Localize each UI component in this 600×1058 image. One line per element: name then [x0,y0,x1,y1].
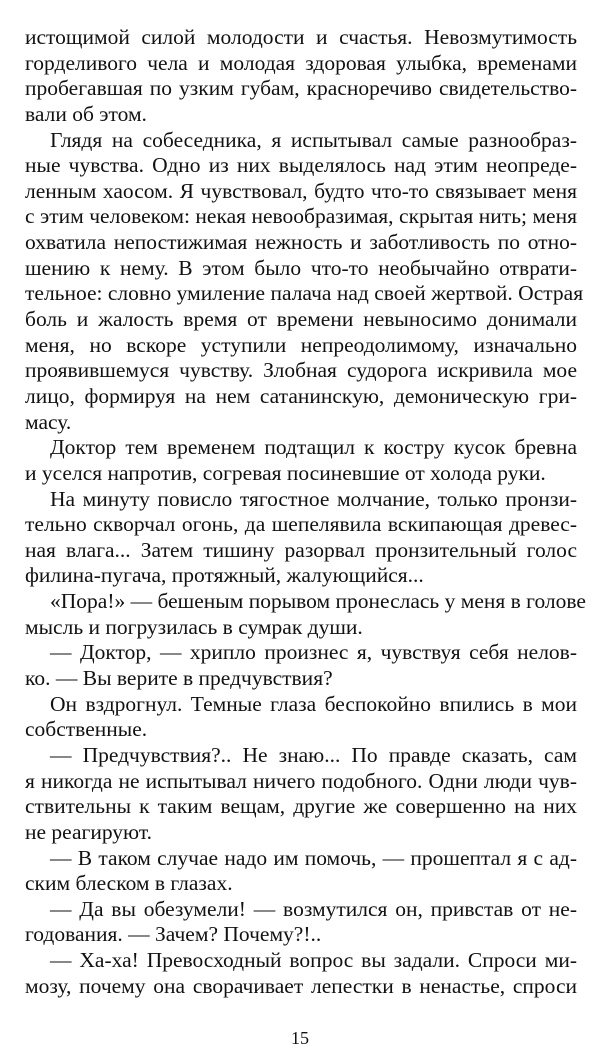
text-line: — Доктор, — хрипло произнес я, чувствуя себя нелов- [50,640,577,665]
text-line: ствительны к таким вещам, другие же совершенно на них [25,794,577,819]
text-line: ским блеском в глазах. [25,871,233,896]
text-line: ленным хаосом. Я чувствовал, будто что-то связывает меня [25,178,577,203]
text-line: филина-пугача, протяжный, жалующийся... [25,563,424,588]
text-line: горделивого чела и молодая здоровая улыбка, временами [25,50,577,75]
text-line: шению к нему. В этом было что-то необычайно отврати- [25,255,577,280]
text-line: собственные. [25,717,148,742]
text-line: проявившемуся чувству. Злобная судорога искривила мое [25,358,577,383]
text-line: годования. — Зачем? Почему?!.. [25,922,322,947]
page-number: 15 [291,1028,309,1048]
text-line: лицо, формируя на нем сатанинскую, демоническую гри- [25,383,577,408]
text-line: тельное: словно умиление палача над своей жертвой. Острая [25,281,584,306]
text-line: боль и жалость время от времени невыносимо донимали [25,307,577,332]
text-line: «Пора!» — бешеным порывом пронеслась у меня в голове [50,589,586,614]
text-line: — Предчувствия?.. Не знаю... По правде сказать, сам [50,742,577,767]
text-line: пробегавшая по узким губам, красноречиво свидетельство- [25,76,577,101]
text-line: ные чувства. Одно из них выделялось над этим неопреде- [25,153,577,178]
text-line: вали об этом. [25,101,147,126]
text-line: с этим человеком: некая невообразимая, скрытая нить; меня [25,204,577,229]
text-line: и уселся напротив, согревая посиневшие от холода руки. [25,460,546,485]
text-line: Он вздрогнул. Темные глаза беспокойно впились в мои [50,691,577,716]
text-line: ко. — Вы верите в предчувствия? [25,666,333,691]
text-line: — В таком случае надо им помочь, — прошептал я с ад- [50,845,577,870]
text-line: мысль и погрузилась в сумрак души. [25,614,363,639]
text-line: — Ха-ха! Превосходный вопрос вы задали. Спроси ми- [50,948,577,973]
text-line: тельно скворчал огонь, да шепелявила вскипающая древес- [25,512,577,537]
text-line: я никогда не испытывал ничего подобного. Одни люди чув- [25,768,577,793]
text-line: охватила непостижимая нежность и заботливость по отно- [25,230,577,255]
text-line: масу. [25,409,72,434]
text-line: меня, но вскоре уступили непреодолимому, изначально [25,332,577,357]
text-line: истощимой силой молодости и счастья. Невозмутимость [25,25,577,49]
page-body [25,25,586,999]
text-line: — Да вы обезумели! — возмутился он, привстав от не- [50,896,577,921]
text-line: не реагируют. [25,819,152,844]
text-line: Доктор тем временем подтащил к костру кусок бревна [50,435,577,460]
text-line: ная влага... Затем тишину разорвал пронзительный голос [25,537,577,562]
text-line: Глядя на собеседника, я испытывал самые разнообраз- [50,127,577,152]
text-line: мозу, почему она сворачивает лепестки в ненастье, спроси [25,973,577,998]
text-line: На минуту повисло тягостное молчание, только пронзи- [50,486,577,511]
